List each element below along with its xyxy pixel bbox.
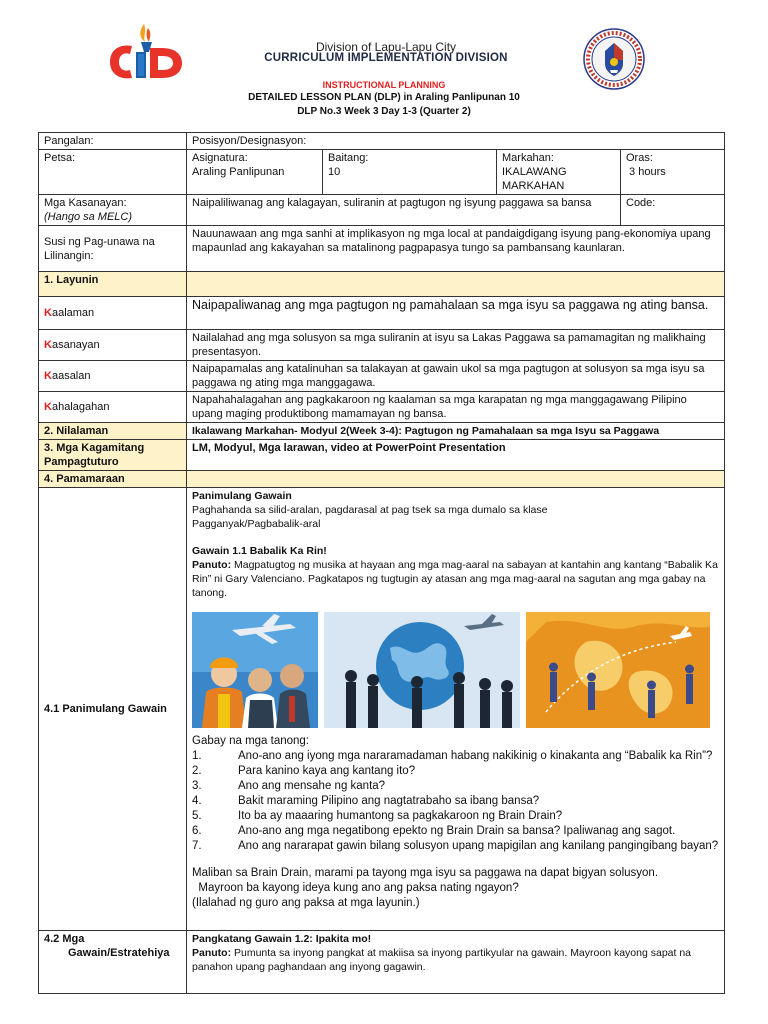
kasanayan-label-cell bbox=[39, 195, 187, 226]
question-item bbox=[192, 779, 719, 794]
panimulang-line-1: Paghahanda sa silid-aralan, pagdarasal at pag tsek sa mga dumalo sa klase bbox=[192, 504, 548, 516]
markahan-value-2: MARKAHAN bbox=[502, 180, 565, 192]
asignatura-value: Araling Panlipunan bbox=[192, 166, 285, 178]
row42-label-2: Gawain/Estratehiya bbox=[68, 947, 170, 959]
question-number: 4. bbox=[192, 795, 202, 807]
kahalagahan-rest: ahalagahan bbox=[51, 401, 110, 413]
question-number: 2. bbox=[192, 765, 202, 777]
kaasalan-rest: aasalan bbox=[51, 370, 91, 382]
panimulang-row-label: 4.1 Panimulang Gawain bbox=[39, 488, 187, 931]
question-item bbox=[192, 764, 719, 779]
kaasalan-first-letter: K bbox=[44, 370, 52, 382]
workers-airplane-image bbox=[192, 612, 318, 728]
question-text: Ano ang nararapat gawin bilang solusyon upang mapigilan ang kanilang pangingibang bayan? bbox=[238, 840, 719, 852]
panuto-paragraph bbox=[192, 558, 719, 600]
oras-label: Oras: bbox=[626, 152, 653, 164]
kasanayan-value: Naipaliliwanag ang kalagayan, suliranin at pagtugon ng isyung paggawa sa bansa bbox=[187, 195, 621, 226]
oras-value: 3 hours bbox=[626, 166, 666, 178]
posisyon-label: Posisyon/Designasyon: bbox=[187, 133, 725, 150]
row-kasanayan2 bbox=[39, 330, 725, 361]
question-text: Para kanino kaya ang kantang ito? bbox=[238, 765, 416, 777]
row-kagamitan bbox=[39, 440, 725, 471]
kahalagahan-first-letter: K bbox=[44, 401, 52, 413]
kagamitan-label: 3. Mga Kagamitang Pampagtuturo bbox=[39, 440, 187, 471]
susi-value: Nauunawaan ang mga sanhi at implikasyon ng mga local at pandaigdigang isyung pang-ekonomiya upang mapaunlad ang kakayahan sa matalinong pagpapasya tungo sa pambansang kaunlaran. bbox=[187, 226, 725, 272]
row-pamamaraan bbox=[39, 471, 725, 488]
panuto2-paragraph bbox=[192, 946, 719, 974]
oras-cell bbox=[621, 150, 725, 195]
kasanayan2-rest: asanayan bbox=[51, 339, 100, 351]
row-pangalan bbox=[39, 133, 725, 150]
markahan-value-1: IKALAWANG bbox=[502, 166, 567, 178]
kaalaman-first-letter: K bbox=[44, 307, 52, 319]
question-item bbox=[192, 839, 719, 854]
question-number: 7. bbox=[192, 840, 202, 852]
question-item bbox=[192, 749, 719, 764]
baitang-label: Baitang: bbox=[328, 152, 369, 164]
pamamaraan-fill bbox=[187, 471, 725, 488]
question-item bbox=[192, 824, 719, 839]
layunin-label: 1. Layunin bbox=[39, 272, 187, 297]
kaasalan-label bbox=[39, 361, 187, 392]
code-label: Code: bbox=[621, 195, 725, 226]
row-kasanayan bbox=[39, 195, 725, 226]
question-list bbox=[192, 749, 719, 854]
gabay-section bbox=[192, 734, 719, 911]
nilalaman-value: Ikalawang Markahan- Modyul 2(Week 3-4): Pagtugon ng Pamahalaan sa mga Isyu sa Paggawa bbox=[187, 423, 725, 440]
question-number: 3. bbox=[192, 780, 202, 792]
pangkatang-title: Pangkatang Gawain 1.2: Ipakita mo! bbox=[192, 933, 372, 945]
kasanayan2-label bbox=[39, 330, 187, 361]
row-mga-gawain bbox=[39, 931, 725, 994]
asignatura-label: Asignatura: bbox=[192, 152, 248, 164]
row42-label-cell bbox=[39, 931, 187, 994]
kasanayan2-first-letter: K bbox=[44, 339, 52, 351]
row-nilalaman bbox=[39, 423, 725, 440]
question-text: Ano-ano ang iyong mga nararamadaman habang nakikinig o kinakanta ang “Babalik ka Rin”? bbox=[238, 750, 713, 762]
markahan-cell bbox=[497, 150, 621, 195]
document-header bbox=[0, 0, 768, 130]
division-name: Division of Lapu-Lapu City bbox=[315, 40, 457, 54]
row-layunin bbox=[39, 272, 725, 297]
panuto-label: Panuto: bbox=[192, 559, 232, 571]
globe-business-image bbox=[324, 612, 520, 728]
maliban-line-1: Maliban sa Brain Drain, marami pa tayong mga isyu sa paggawa na dapat bigyan solusyon. bbox=[192, 867, 659, 879]
kasanayan-label: Mga Kasanayan: bbox=[44, 197, 127, 209]
maliban-line-3: (Ilalahad ng guro ang paksa at mga layunin.) bbox=[192, 897, 420, 909]
kaasalan-value: Naipapamalas ang katalinuhan sa talakayan at gawain ukol sa mga pagtugon at solusyon sa mga isyu sa paggawa ng ating mga manggagawa. bbox=[187, 361, 725, 392]
kaalaman-value: Naipapaliwanag ang mga pagtugon ng pamahalaan sa mga isyu sa paggawa ng ating bansa. bbox=[187, 297, 725, 330]
panuto2-label: Panuto: bbox=[192, 947, 232, 959]
petsa-label: Petsa: bbox=[39, 150, 187, 195]
kahalagahan-label bbox=[39, 392, 187, 423]
lesson-plan-table bbox=[38, 132, 725, 994]
kasanayan-sub: (Hango sa MELC) bbox=[44, 211, 133, 223]
row-kaasalan bbox=[39, 361, 725, 392]
question-number: 1. bbox=[192, 750, 202, 762]
pangkatang-content bbox=[187, 931, 725, 994]
cid-title: CURRICULUM IMPLEMENTATION DIVISION bbox=[264, 52, 508, 64]
kahalagahan-value: Napahahalagahan ang pagkakaroon ng kaalaman sa mga karapatan ng mga manggagawang Pilipino upang maging produktibong mamamayan ng bansa. bbox=[187, 392, 725, 423]
question-number: 5. bbox=[192, 810, 202, 822]
gawain-title: Gawain 1.1 Babalik Ka Rin! bbox=[192, 545, 327, 557]
question-item bbox=[192, 809, 719, 824]
baitang-cell bbox=[323, 150, 497, 195]
markahan-label: Markahan: bbox=[502, 152, 554, 164]
instructional-planning-label: INSTRUCTIONAL PLANNING bbox=[322, 80, 446, 90]
dlp-title: DETAILED LESSON PLAN (DLP) in Araling Panlipunan 10 bbox=[248, 92, 520, 103]
pamamaraan-label: 4. Pamamaraan bbox=[39, 471, 187, 488]
baitang-value: 10 bbox=[328, 166, 341, 178]
maliban-line-2: Mayroon ba kayong ideya kung ano ang paksa nating ngayon? bbox=[192, 882, 519, 894]
kasanayan2-value: Nailalahad ang mga solusyon sa mga suliranin at isyu sa Lakas Paggawa sa pamamagitan ng malikhaing presentasyon. bbox=[187, 330, 725, 361]
kaalaman-label bbox=[39, 297, 187, 330]
question-item bbox=[192, 794, 719, 809]
susi-label: Susi ng Pag-unawa na Lilinangin: bbox=[39, 226, 187, 272]
question-text: Bakit maraming Pilipino ang nagtatrabaho sa ibang bansa? bbox=[238, 795, 540, 807]
panuto2-text: Pumunta sa inyong pangkat at makiisa sa inyong partikyular na gawain. Mayroon kayong sapat na panahon upang paghandaan ang inyong gagawin. bbox=[192, 947, 692, 973]
layunin-fill bbox=[187, 272, 725, 297]
dlp-number: DLP No.3 Week 3 Day 1-3 (Quarter 2) bbox=[297, 106, 471, 117]
migration-map-image bbox=[526, 612, 710, 728]
question-number: 6. bbox=[192, 825, 202, 837]
question-text: Ano-ano ang mga negatibong epekto ng Brain Drain sa bansa? Ipaliwanag ang sagot. bbox=[238, 825, 676, 837]
deped-seal bbox=[583, 28, 645, 90]
panimulang-line-2: Pagganyak/Pagbabalik-aral bbox=[192, 518, 321, 530]
row-kaalaman bbox=[39, 297, 725, 330]
panuto-text: Magpatugtog ng musika at hayaan ang mga mag-aaral na sabayan at kantahin ang kantang “Babalik Ka Rin” ni Gary Valenciano. Pagkatapos ng tugtugin ay atasan ang mga mag-aaral na sagutan ang mga gabay na tanong. bbox=[192, 559, 718, 599]
panimulang-content bbox=[187, 488, 725, 931]
row42-label-1: 4.2 Mga bbox=[44, 933, 85, 945]
kagamitan-value: LM, Modyul, Mga larawan, video at PowerPoint Presentation bbox=[187, 440, 725, 471]
image-strip bbox=[192, 612, 719, 728]
panimulang-title: Panimulang Gawain bbox=[192, 490, 292, 502]
row-panimulang-gawain bbox=[39, 488, 725, 931]
row-petsa bbox=[39, 150, 725, 195]
asignatura-cell bbox=[187, 150, 323, 195]
question-text: Ano ang mensahe ng kanta? bbox=[238, 780, 386, 792]
row-kahalagahan bbox=[39, 392, 725, 423]
nilalaman-label: 2. Nilalaman bbox=[39, 423, 187, 440]
kaalaman-rest: aalaman bbox=[51, 307, 95, 319]
row-susi bbox=[39, 226, 725, 272]
question-text: Ito ba ay maaaring humantong sa pagkakaroon ng Brain Drain? bbox=[238, 810, 563, 822]
pangalan-label: Pangalan: bbox=[39, 133, 187, 150]
gabay-title: Gabay na mga tanong: bbox=[192, 735, 309, 747]
